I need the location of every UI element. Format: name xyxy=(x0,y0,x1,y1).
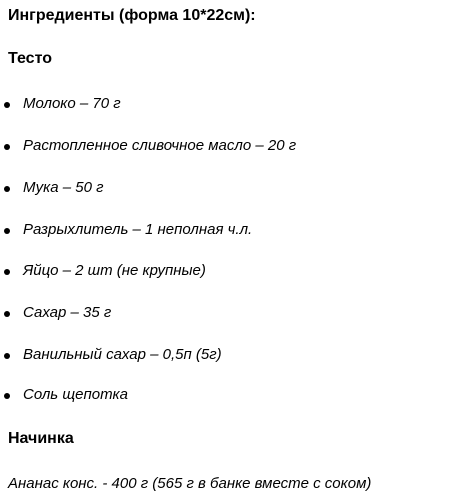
list-item xyxy=(0,261,462,281)
filling-ingredient-text: Ананас конс. - 400 г (565 г в банке вместе с соком) xyxy=(8,475,372,492)
bullet-icon xyxy=(4,311,10,317)
ingredients-title: Ингредиенты (форма 10*22см): xyxy=(8,7,256,24)
bullet-icon xyxy=(4,228,10,234)
bullet-icon xyxy=(4,144,10,150)
list-item xyxy=(0,303,462,323)
bullet-icon xyxy=(4,269,10,275)
ingredient-text: Молоко – 70 г xyxy=(23,95,121,112)
ingredient-text: Растопленное сливочное масло – 20 г xyxy=(23,137,297,154)
bullet-icon xyxy=(4,102,10,108)
ingredient-text: Разрыхлитель – 1 неполная ч.л. xyxy=(23,221,253,238)
ingredient-text: Яйцо – 2 шт (не крупные) xyxy=(23,262,206,279)
list-item xyxy=(0,220,462,240)
section-heading-filling: Начинка xyxy=(8,430,74,447)
ingredient-text: Соль щепотка xyxy=(23,386,128,403)
section-heading-dough: Тесто xyxy=(8,50,52,67)
bullet-icon xyxy=(4,186,10,192)
list-item xyxy=(0,136,462,156)
ingredient-text: Ванильный сахар – 0,5п (5г) xyxy=(23,346,222,363)
ingredient-text: Сахар – 35 г xyxy=(23,304,112,321)
bullet-icon xyxy=(4,393,10,399)
list-item xyxy=(0,385,462,405)
list-item xyxy=(0,94,462,114)
list-item xyxy=(0,345,462,365)
bullet-icon xyxy=(4,353,10,359)
ingredient-text: Мука – 50 г xyxy=(23,179,104,196)
list-item xyxy=(0,178,462,198)
